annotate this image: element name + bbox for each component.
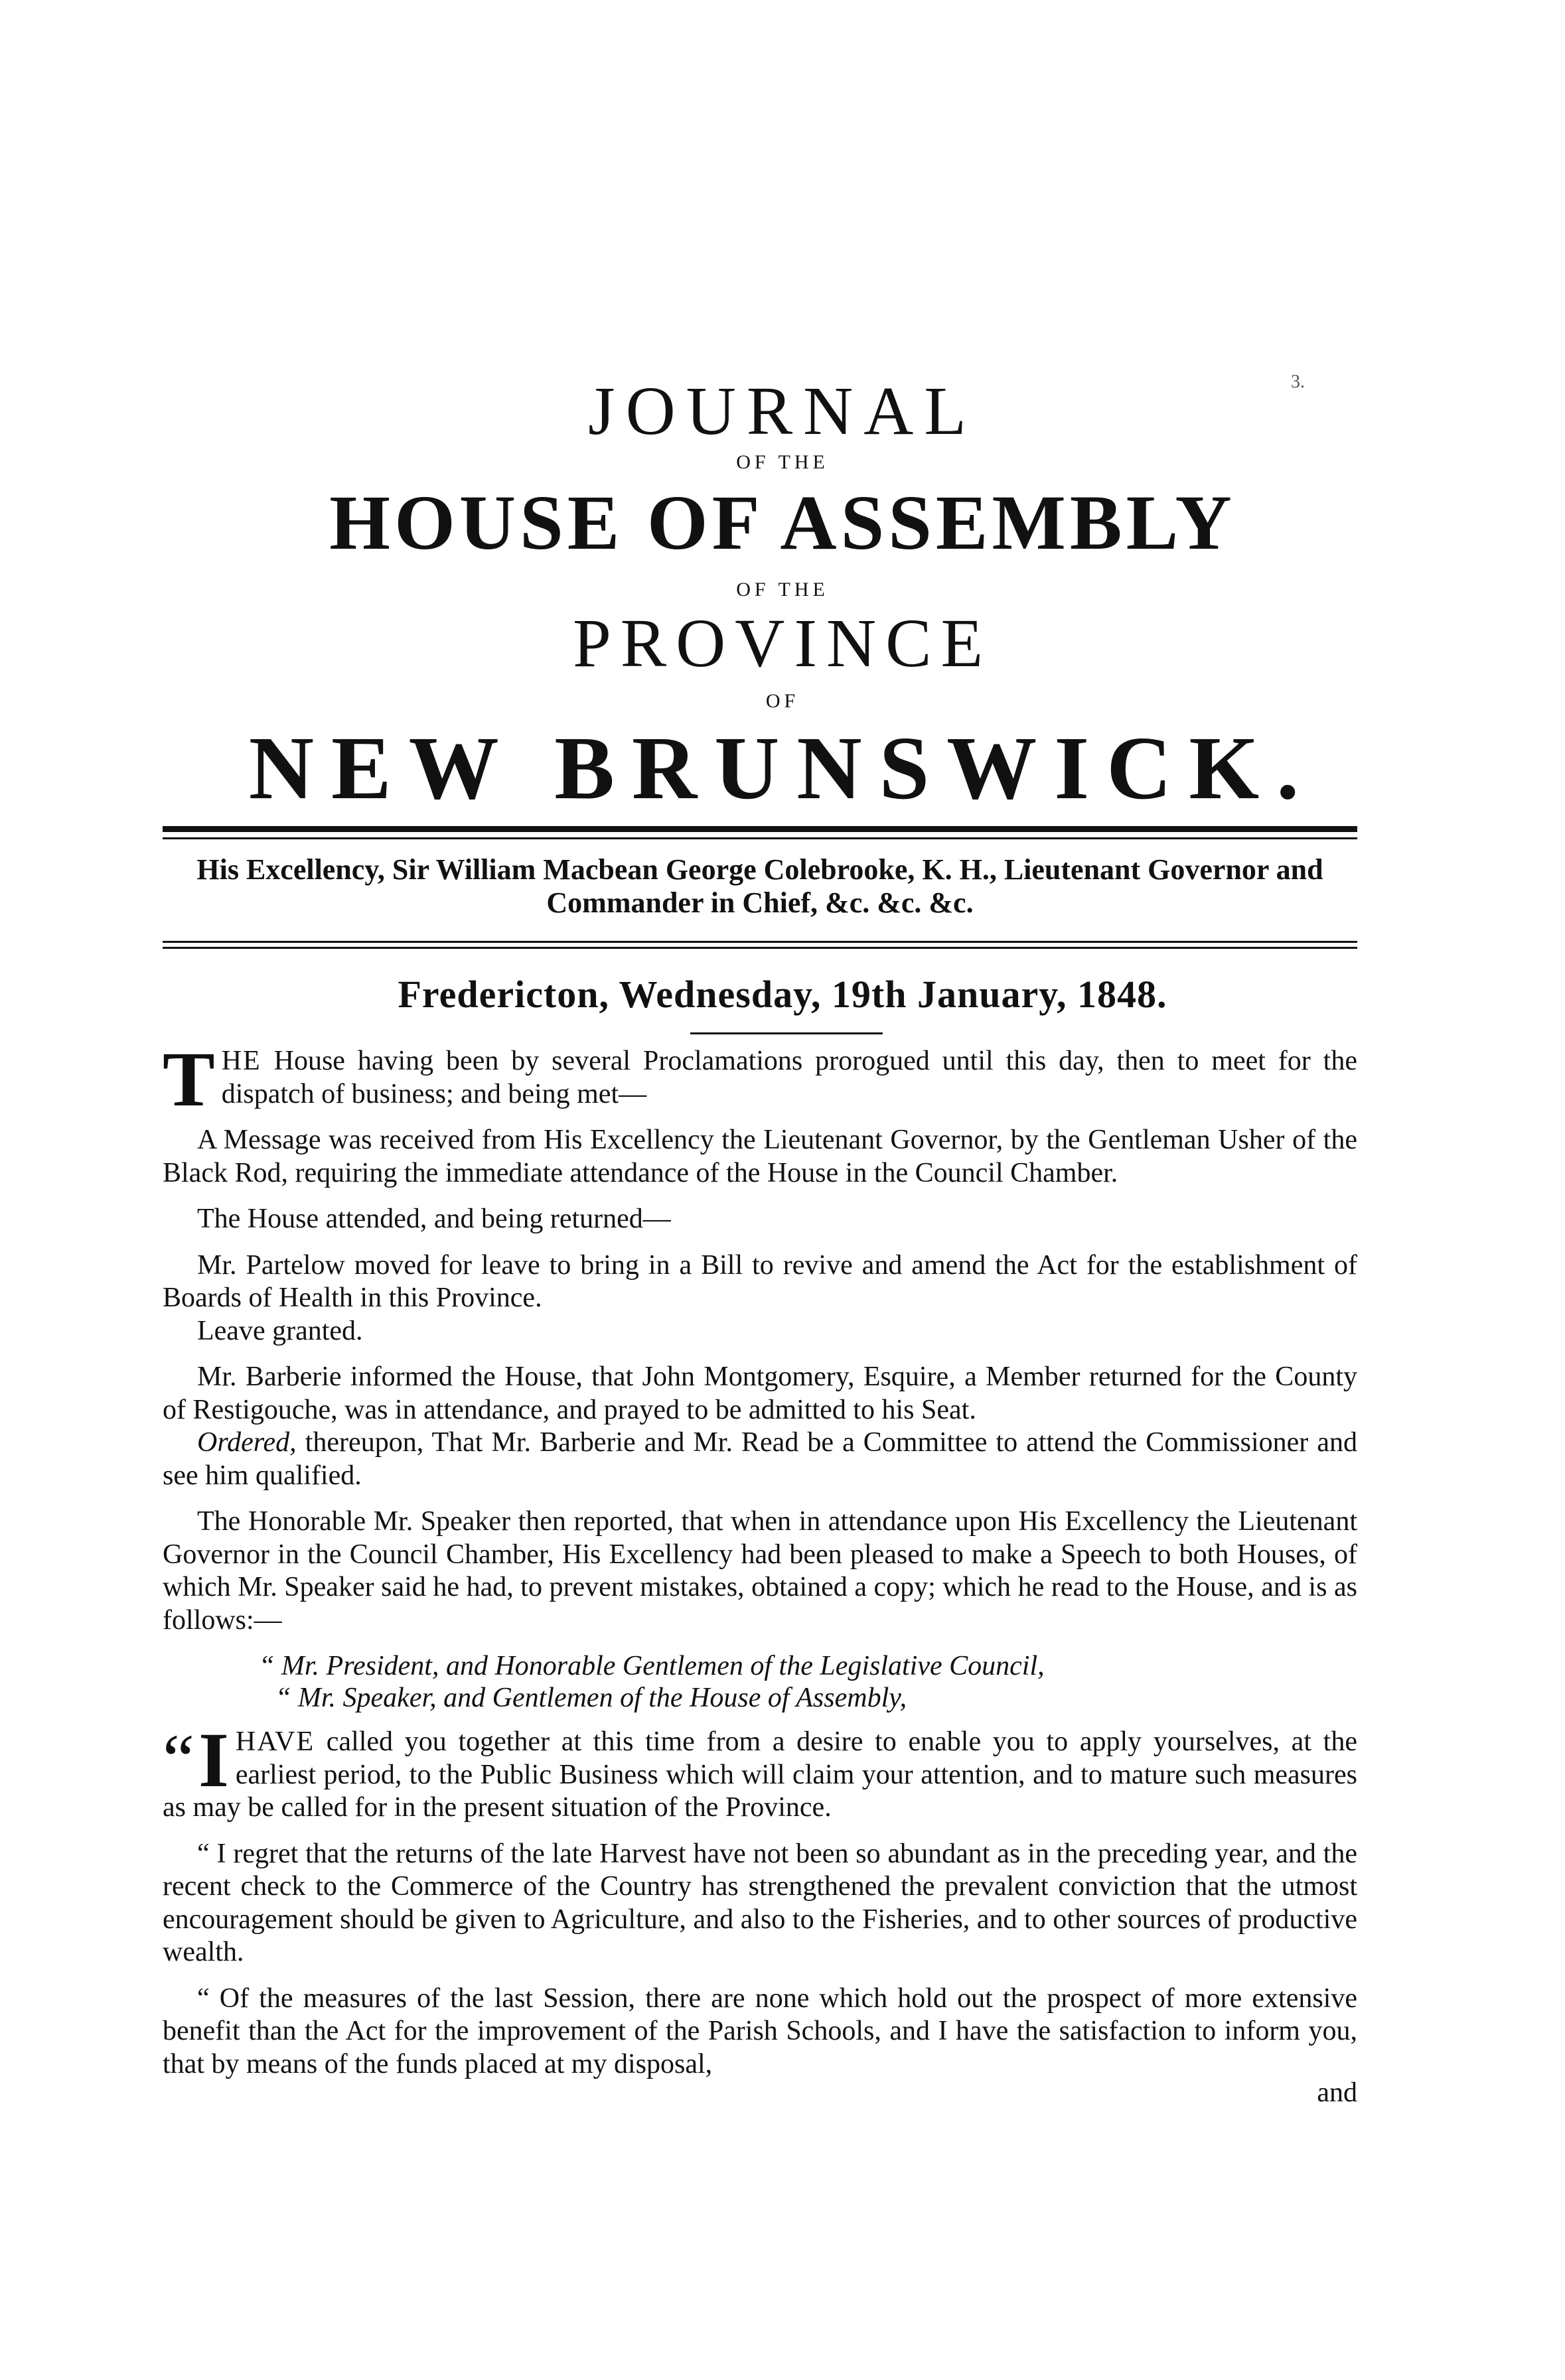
paragraph-speech-opening: [163, 1716, 1357, 1825]
title-province: PROVINCE: [572, 605, 993, 681]
paragraph-text: thereupon, That Mr. Barberie and Mr. Read be a Committee to attend the Commissioner and see him qualified.: [163, 1427, 1357, 1491]
paragraph-ordered: [163, 1427, 1357, 1492]
paragraph-text: House having been by several Proclamations prorogued until this day, then to meet for the dispatch of business; and being met—: [221, 1046, 1357, 1109]
title-new-brunswick: NEW BRUNSWICK.: [248, 719, 1317, 818]
paragraph-text: called you together at this time from a desire to enable you to apply yourselves, at the earliest period, to the Public Business which will claim your attention, and to mature such measures as may be called for in the present situation of the Province.: [163, 1726, 1357, 1823]
paragraph-barberie: Mr. Barberie informed the House, that John Montgomery, Esquire, a Member returned for the County of Restigouche, was in attendance, and prayed to be admitted to his Seat.: [163, 1362, 1357, 1425]
title-rule-thick: [163, 826, 1357, 832]
header-rule-2: [163, 947, 1357, 949]
header-rule-1: [163, 941, 1357, 943]
paragraph-schools: “ Of the measures of the last Session, there are none which hold out the prospect of more extensive benefit than the Act for the improvement of the Parish Schools, and I have the satisfaction to inform you, that by means of the funds placed at my disposal,: [163, 1983, 1357, 2079]
catchword: and: [1317, 2077, 1357, 2108]
paragraph-leave-granted: Leave granted.: [197, 1315, 363, 1346]
excellency-line: His Excellency, Sir William Macbean George Colebrooke, K. H., Lieutenant Governor and Commander in Chief, &c. &c. &c.: [196, 853, 1323, 919]
paragraph-speaker-report: The Honorable Mr. Speaker then reported, that when in attendance upon His Excellency the Lieutenant Governor in the Council Chamber, His Excellency had been pleased to make a Speech to both Houses, of which Mr. Speaker said he had, to prevent mistakes, obtained a copy; which he read to the House, and is as follows:—: [163, 1506, 1357, 1636]
small-caps-word: HAVE: [235, 1726, 315, 1757]
title-house-of-assembly: HOUSE OF ASSEMBLY: [329, 479, 1236, 566]
drop-cap: I: [198, 1716, 229, 1803]
small-caps-word: HE: [221, 1046, 261, 1076]
dateline-rule: [690, 1032, 883, 1034]
page-number: 3.: [1291, 372, 1305, 392]
title-journal: JOURNAL: [588, 373, 977, 449]
paragraph-partelow: Mr. Partelow moved for leave to bring in a Bill to revive and amend the Act for the establishment of Boards of Health in this Province.: [163, 1249, 1357, 1313]
journal-body: [163, 1036, 1357, 2110]
paragraph-attended: The House attended, and being returned—: [197, 1204, 671, 1234]
ordered-italic: Ordered,: [197, 1427, 297, 1458]
speech-address: [163, 1650, 1357, 1714]
drop-cap: T: [163, 1036, 215, 1123]
title-of-the-1: OF THE: [736, 451, 829, 473]
paragraph-message: A Message was received from His Excellency the Lieutenant Governor, by the Gentleman Usher of the Black Rod, requiring the immediate attendance of the House in the Council Chamber.: [163, 1125, 1357, 1188]
address-council: “ Mr. President, and Honorable Gentlemen of the Legislative Council,: [259, 1651, 1045, 1681]
title-of: OF: [765, 690, 800, 712]
title-rule-thin: [163, 837, 1357, 839]
title-of-the-2: OF THE: [736, 579, 829, 600]
opening-quote: “: [163, 1720, 194, 1799]
address-assembly: “ Mr. Speaker, and Gentlemen of the House of Assembly,: [275, 1683, 907, 1713]
paragraph-harvest: “ I regret that the returns of the late Harvest have not been so abundant as in the preceding year, and the recent check to the Commerce of the Country has strengthened the prevalent conviction that the utmost encouragement should be given to Agriculture, and also to the Fisheries, and to other sources of productive wealth.: [163, 1838, 1357, 1967]
paragraph-opening: [163, 1036, 1357, 1123]
dateline: Fredericton, Wednesday, 19th January, 1848.: [398, 973, 1167, 1016]
